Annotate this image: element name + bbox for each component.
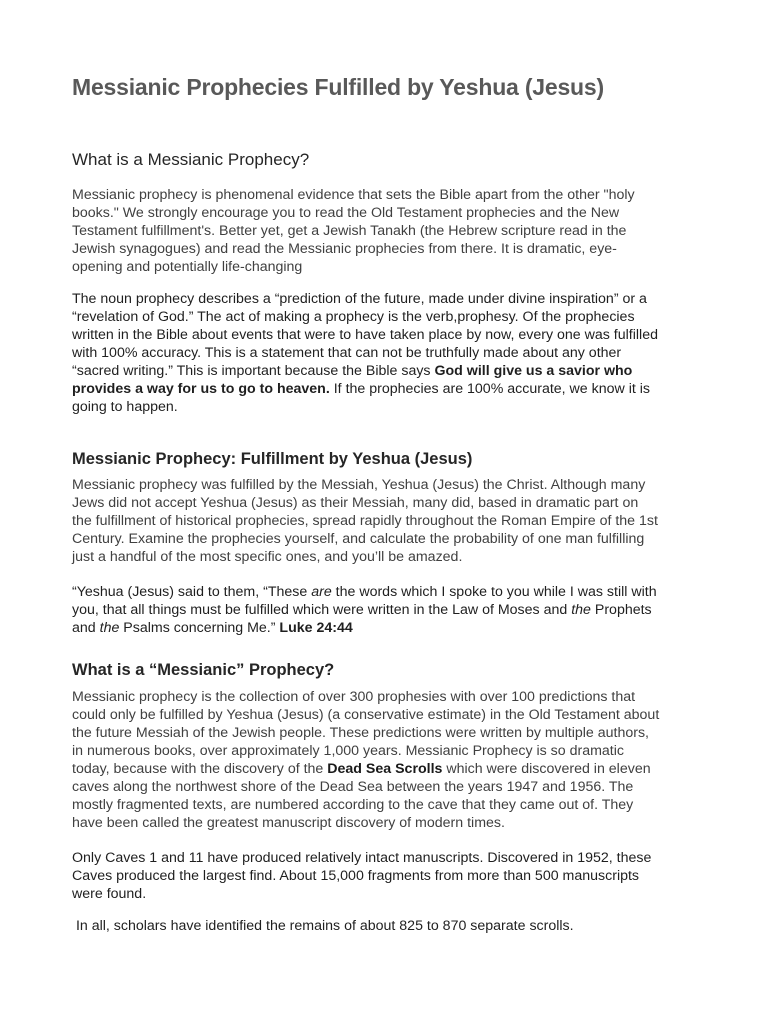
text-line: going to happen. (72, 399, 178, 415)
italic-text: the (99, 620, 120, 636)
text-line: books." We strongly encourage you to read the Old Testament prophecies and the New (72, 205, 620, 221)
scrolls-count-paragraph: In all, scholars have identified the remains of about 825 to 870 separate scrolls. (72, 918, 574, 934)
text-run: Prophets (590, 602, 652, 618)
prophecy-definition-paragraph (72, 290, 700, 416)
italic-text: are (311, 584, 332, 600)
intro-paragraph (72, 186, 700, 276)
text-line: The noun prophecy describes a “prediction of the future, made under divine inspiration” or a (72, 291, 647, 307)
text-line: the fulfillment of historical prophecies, spread rapidly throughout the Roman Empire of the 1st (72, 513, 658, 529)
text-line: Messianic prophecy is phenomenal evidence that sets the Bible apart from the other "holy (72, 187, 635, 203)
fulfillment-paragraph (72, 476, 700, 566)
document-title: Messianic Prophecies Fulfilled by Yeshua (Jesus) (72, 74, 604, 100)
section-heading-what-is-messianic-prophecy: What is a Messianic Prophecy? (72, 150, 310, 169)
text-run: and (72, 620, 100, 636)
text-line: Testament fulfillment's. Better yet, get a Jewish Tanakh (the Hebrew scripture read in the (72, 223, 627, 239)
messianic-prophecy-paragraph (72, 688, 700, 832)
text-run: you, that all things must be fulfilled which were written in the Law of Moses and (72, 602, 572, 618)
text-line (72, 760, 700, 778)
text-line: Jews did not accept Yeshua (Jesus) as their Messiah, many did, based in dramatic part on (72, 495, 639, 511)
text-line (72, 583, 700, 601)
text-line: opening and potentially life-changing (72, 259, 303, 275)
text-line: in numerous books, over approximately 1,000 years. Messianic Prophecy is so dramatic (72, 743, 624, 759)
italic-text: the (571, 602, 591, 618)
section-heading-what-is-messianic-quoted: What is a “Messianic” Prophecy? (72, 661, 335, 679)
text-line: “revelation of God.” The act of making a prophecy is the verb,prophesy. Of the prophecies (72, 309, 635, 325)
text-line: could only be fulfilled by Yeshua (Jesus) (a conservative estimate) in the Old Testament about (72, 707, 660, 723)
text-line (72, 619, 700, 637)
text-line: Century. Examine the prophecies yourself, and calculate the probability of one man fulfilling (72, 531, 645, 547)
text-run: the words which I spoke to you while I was still with (331, 584, 657, 600)
section-heading-fulfillment: Messianic Prophecy: Fulfillment by Yeshua (Jesus) (72, 450, 473, 468)
text-line (72, 362, 700, 380)
text-line: Jewish synagogues) and read the Messianic prophecies from there. It is dramatic, eye- (72, 241, 617, 257)
text-line: with 100% accuracy. This is a statement that can not be truthfully made about any other (72, 345, 622, 361)
text-run: which were discovered in eleven (442, 761, 651, 777)
dead-sea-caves-paragraph (72, 849, 700, 903)
text-line: Caves produced the largest find. About 15,000 fragments from more than 500 manuscripts (72, 868, 640, 884)
text-run: today, because with the discovery of the (72, 761, 328, 777)
emphasis-text: Dead Sea Scrolls (327, 761, 443, 777)
text-line: Messianic prophecy was fulfilled by the Messiah, Yeshua (Jesus) the Christ. Although many (72, 477, 646, 493)
text-line: just a handful of the most specific ones, and you’ll be amazed. (72, 549, 463, 565)
text-line (72, 601, 700, 619)
text-line (72, 380, 700, 398)
text-line: Only Caves 1 and 11 have produced relatively intact manuscripts. Discovered in 1952, these (72, 850, 652, 866)
text-line: Messianic prophecy is the collection of over 300 prophesies with over 100 predictions that (72, 689, 636, 705)
text-line: caves along the northwest shore of the Dead Sea between the years 1947 and 1956. The (72, 779, 634, 795)
scripture-quote (72, 583, 700, 637)
text-run: Psalms concerning Me.” (119, 620, 280, 636)
text-run: “sacred writing.” This is important because the Bible says (72, 363, 435, 379)
text-line: have been called the greatest manuscript discovery of modern times. (72, 815, 505, 831)
text-line: mostly fragmented texts, are numbered according to the cave that they came out of. They (72, 797, 634, 813)
text-run: “Yeshua (Jesus) said to them, “These (72, 584, 312, 600)
text-line: the future Messiah of the Jewish people. These predictions were written by multiple authors, (72, 725, 649, 741)
emphasis-text: God will give us a savior who (434, 363, 633, 379)
text-line: written in the Bible about events that were to have taken place by now, every one was fulfilled (72, 327, 658, 343)
scripture-reference: Luke 24:44 (279, 620, 353, 636)
emphasis-text: provides a way for us to go to heaven. (72, 381, 330, 397)
text-line: were found. (72, 886, 147, 902)
text-run: If the prophecies are 100% accurate, we know it is (329, 381, 650, 397)
